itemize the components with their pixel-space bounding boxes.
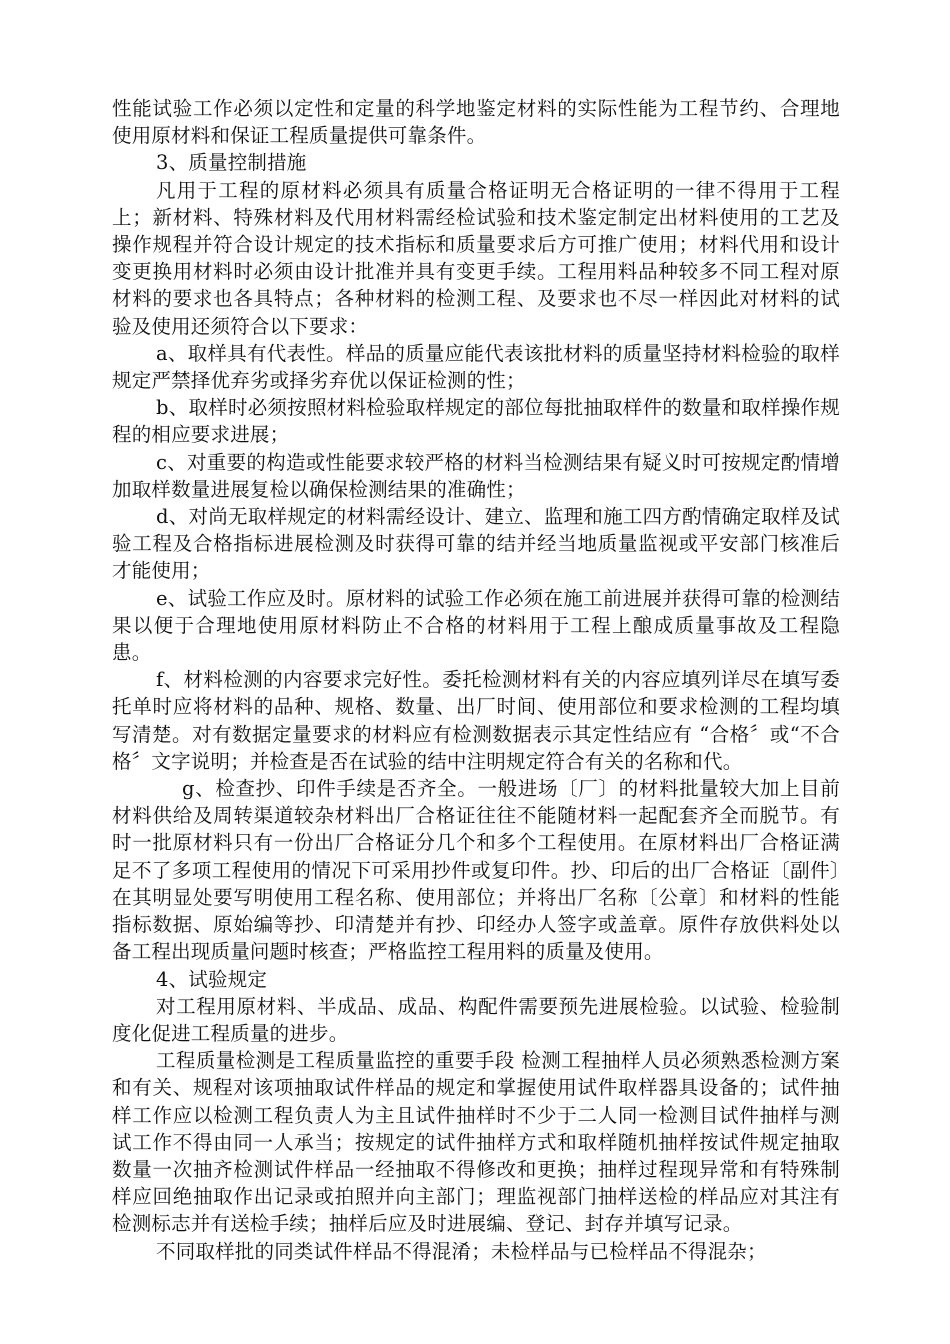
list-item-c: c、对重要的构造或性能要求较严格的材料当检测结果有疑义时可按规定酌情增加取样数量进展复检以确保检测结果的准确性； <box>112 450 840 501</box>
list-item-f: f、材料检测的内容要求完好性。委托检测材料有关的内容应填列详尽在填写委托单时应将材料的品种、规格、数量、出厂时间、使用部位和要求检测的工程均填写清楚。对有数据定量要求的材料应有检测数据表示其定性结应有 “合格〞或“不合格〞文字说明；并检查是否在试验的结中注明规定符合有关的名称和代。 <box>112 668 840 773</box>
paragraph-materials: 凡用于工程的原材料必须具有质量合格证明无合格证明的一律不得用于工程上；新材料、特殊材料及代用材料需经检试验和技术鉴定制定出材料使用的工艺及操作规程并符合设计规定的技术指标和质量要求后方可推广使用；材料代用和设计变更换用材料时必须由设计批准并具有变更手续。工程用料品种较多不同工程对原材料的要求也各具特点；各种材料的检测工程、及要求也不尽一样因此对材料的试验及使用还须符合以下要求： <box>112 178 840 338</box>
document-page <box>112 95 840 1265</box>
section-heading-quality-control: 3、质量控制措施 <box>156 151 307 175</box>
list-item-e: e、试验工作应及时。原材料的试验工作必须在施工前进展并获得可靠的检测结果以便于合理地使用原材料防止不合格的材料用于工程上酿成质量事故及工程隐患。 <box>112 586 840 665</box>
list-item-d: d、对尚无取样规定的材料需经设计、建立、监理和施工四方酌情确定取样及试验工程及合格指标进展检测及时获得可靠的结并经当地质量监视或平安部门核准后才能使用； <box>112 505 840 583</box>
section-heading-test-rules: 4、试验规定 <box>156 967 268 991</box>
paragraph-intro: 性能试验工作必须以定性和定量的科学地鉴定材料的实际性能为工程节约、合理地使用原材料和保证工程质量提供可靠条件。 <box>112 97 840 148</box>
paragraph-testing: 对工程用原材料、半成品、成品、构配件需要预先进展检验。以试验、检验制度化促进工程质量的进步。 <box>112 994 840 1045</box>
paragraph-inspection: 工程质量检测是工程质量监控的重要手段 检测工程抽样人员必须熟悉检测方案和有关、规程对该项抽取试件样品的规定和掌握使用试件取样器具设备的；试件抽样工作应以检测工程负责人为主且试件抽样时不少于二人同一检测目试件抽样与测试工作不得由同一人承当；按规定的试件抽样方式和取样随机抽样按试件规定抽取数量一次抽齐检测试件样品一经抽取不得修改和更换；抽样过程现异常和有特殊制样应回绝抽取作出记录或拍照并向主部门；理监视部门抽样送检的样品应对其注有检测标志并有送检手续；抽样后应及时进展编、登记、封存并填写记录。 <box>112 1049 840 1236</box>
paragraph-samples: 不同取样批的同类试件样品不得混淆；未检样品与已检样品不得混杂； <box>156 1239 767 1263</box>
list-item-g: g、检查抄、印件手续是否齐全。一般进场〔厂〕的材料批量较大加上目前材料供给及周转渠道较杂材料出厂合格证往往不能随材料一起配套齐全而脱节。有时一批原材料只有一份出厂合格证分几个和多个工程使用。在原材料出厂合格证满足不了多项工程使用的情况下可采用抄件或复印件。抄、印后的出厂合格证〔副件〕在其明显处要写明使用工程名称、使用部位；并将出厂名称〔公章〕和材料的性能指标数据、原始编等抄、印清楚并有抄、印经办人签字或盖章。原件存放供料处以备工程出现质量问题时核查；严格监控工程用料的质量及使用。 <box>112 777 840 964</box>
list-item-b: b、取样时必须按照材料检验取样规定的部位每批抽取样件的数量和取样操作规程的相应要求进展； <box>112 396 840 447</box>
list-item-a: a、取样具有代表性。样品的质量应能代表该批材料的质量坚持材料检验的取样规定严禁择优弃劣或择劣弃优以保证检测的性； <box>112 341 840 393</box>
